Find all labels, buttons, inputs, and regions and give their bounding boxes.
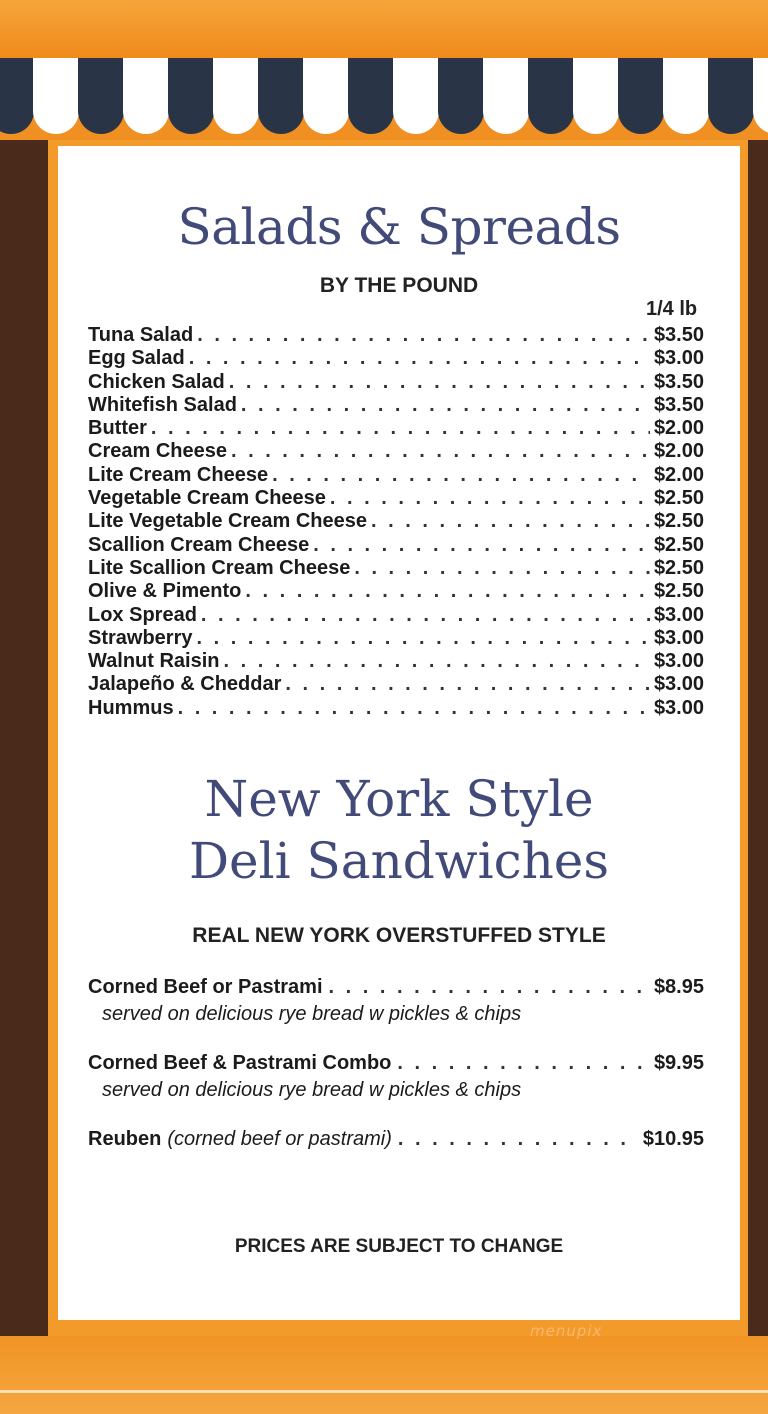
salad-item-price: $3.00	[653, 347, 704, 370]
salad-item-name: Lox Spread	[88, 603, 197, 626]
awning-stripe	[213, 58, 259, 134]
salad-item	[88, 673, 704, 696]
bottom-orange-band	[0, 1336, 768, 1414]
watermark: menupix	[530, 1322, 603, 1340]
sandwich-item	[88, 1052, 704, 1102]
salad-item-price: $3.00	[653, 650, 704, 673]
leader-dots	[398, 1128, 637, 1151]
salad-item-price: $3.00	[653, 673, 704, 696]
salad-item	[88, 580, 704, 603]
salad-item-name: Walnut Raisin	[88, 650, 220, 673]
awning-stripe	[573, 58, 619, 134]
salad-item	[88, 394, 704, 417]
awning-stripe	[618, 58, 664, 134]
deli-title-line1: New York Style	[204, 770, 594, 828]
salad-item	[88, 417, 704, 440]
salad-item-name: Scallion Cream Cheese	[88, 533, 310, 556]
leader-dots	[241, 394, 650, 417]
salad-item-price: $2.50	[653, 487, 704, 510]
salad-item-name: Olive & Pimento	[88, 580, 242, 603]
sandwich-price: $8.95	[653, 976, 704, 998]
awning-stripe	[753, 58, 768, 134]
leader-dots	[397, 1052, 648, 1075]
salad-item-name: Tuna Salad	[88, 324, 194, 346]
salad-item-name: Lite Scallion Cream Cheese	[88, 556, 351, 579]
leader-dots	[330, 487, 650, 510]
salads-unit-label: 1/4 lb	[646, 298, 698, 320]
salad-item	[88, 650, 704, 673]
awning-stripe	[663, 58, 709, 134]
leader-dots	[197, 627, 650, 650]
left-brown-border	[0, 140, 48, 1336]
awning-stripe	[258, 58, 304, 134]
salad-item	[88, 371, 704, 394]
salad-item	[88, 347, 704, 370]
salad-item-name: Chicken Salad	[88, 370, 225, 393]
salad-item	[88, 697, 704, 720]
salad-item-name: Butter	[88, 417, 147, 440]
top-orange-band	[0, 0, 768, 58]
deli-subtitle: REAL NEW YORK OVERSTUFFED STYLE	[192, 924, 606, 947]
salad-item-name: Cream Cheese	[88, 440, 227, 463]
sandwich-price: $9.95	[653, 1052, 704, 1074]
salad-item-name: Egg Salad	[88, 347, 185, 370]
awning	[0, 58, 768, 140]
salad-item	[88, 557, 704, 580]
leader-dots	[354, 557, 650, 580]
salad-item	[88, 487, 704, 510]
salad-item-price: $3.50	[653, 324, 704, 346]
salad-item-price: $2.50	[653, 533, 704, 556]
salad-item-price: $2.50	[653, 556, 704, 579]
awning-stripe	[393, 58, 439, 134]
salad-item-name: Jalapeño & Cheddar	[88, 673, 282, 696]
awning-stripe	[78, 58, 124, 134]
sandwich-description: served on delicious rye bread w pickles & chips	[102, 1079, 522, 1101]
salad-item-name: Vegetable Cream Cheese	[88, 487, 326, 510]
sandwich-description: served on delicious rye bread w pickles & chips	[102, 1003, 522, 1025]
awning-stripe	[303, 58, 349, 134]
leader-dots	[285, 673, 650, 696]
leader-dots	[272, 464, 650, 487]
salad-item-price: $2.00	[653, 417, 704, 440]
leader-dots	[178, 697, 650, 720]
salad-item-name: Hummus	[88, 696, 174, 719]
awning-stripe	[708, 58, 754, 134]
sandwich-name: Corned Beef or Pastrami	[88, 976, 323, 998]
leader-dots	[229, 371, 650, 394]
salad-item-price: $2.50	[653, 580, 704, 603]
leader-dots	[231, 440, 650, 463]
salads-title: Salads & Spreads	[177, 198, 621, 256]
sandwich-price: $10.95	[642, 1128, 704, 1150]
salad-item	[88, 440, 704, 463]
salad-item-name: Whitefish Salad	[88, 393, 237, 416]
salad-item-price: $2.00	[653, 440, 704, 463]
awning-stripe	[528, 58, 574, 134]
salads-list	[88, 324, 704, 720]
sandwich-item	[88, 976, 704, 1026]
salad-item-price: $3.50	[653, 370, 704, 393]
awning-stripe	[168, 58, 214, 134]
leader-dots	[371, 510, 650, 533]
awning-stripe	[348, 58, 394, 134]
salad-item	[88, 464, 704, 487]
leader-dots	[201, 604, 650, 627]
salad-item-price: $3.00	[653, 603, 704, 626]
leader-dots	[223, 650, 649, 673]
price-notice: PRICES ARE SUBJECT TO CHANGE	[234, 1236, 564, 1257]
salad-item	[88, 510, 704, 533]
salad-item	[88, 324, 704, 347]
leader-dots	[245, 580, 650, 603]
salad-item-price: $2.50	[653, 510, 704, 533]
sandwich-note: (corned beef or pastrami)	[167, 1128, 392, 1150]
awning-stripe	[123, 58, 169, 134]
awning-stripe	[483, 58, 529, 134]
salad-item-name: Strawberry	[88, 626, 193, 649]
leader-dots	[189, 347, 650, 370]
sandwich-name: Reuben	[88, 1128, 162, 1150]
salads-subtitle: BY THE POUND	[319, 274, 479, 297]
salad-item-price: $2.00	[653, 463, 704, 486]
sandwich-item	[88, 1128, 704, 1151]
leader-dots	[151, 417, 650, 440]
deli-title	[58, 768, 740, 892]
right-brown-border	[748, 140, 768, 1336]
leader-dots	[313, 534, 650, 557]
leader-dots	[197, 324, 650, 347]
salad-item-name: Lite Cream Cheese	[88, 463, 269, 486]
salad-item-name: Lite Vegetable Cream Cheese	[88, 510, 368, 533]
awning-stripe	[438, 58, 484, 134]
salad-item-price: $3.00	[653, 696, 704, 719]
menu-panel	[58, 146, 740, 1320]
salad-item-price: $3.00	[653, 626, 704, 649]
awning-stripe	[0, 58, 34, 134]
bottom-divider	[0, 1390, 768, 1393]
salad-item-price: $3.50	[653, 393, 704, 416]
salad-item	[88, 604, 704, 627]
deli-title-line2: Deli Sandwiches	[188, 832, 610, 890]
leader-dots	[329, 976, 648, 999]
salad-item	[88, 534, 704, 557]
awning-stripe	[33, 58, 79, 134]
sandwich-name: Corned Beef & Pastrami Combo	[88, 1052, 392, 1074]
salad-item	[88, 627, 704, 650]
deli-list	[88, 976, 704, 1177]
